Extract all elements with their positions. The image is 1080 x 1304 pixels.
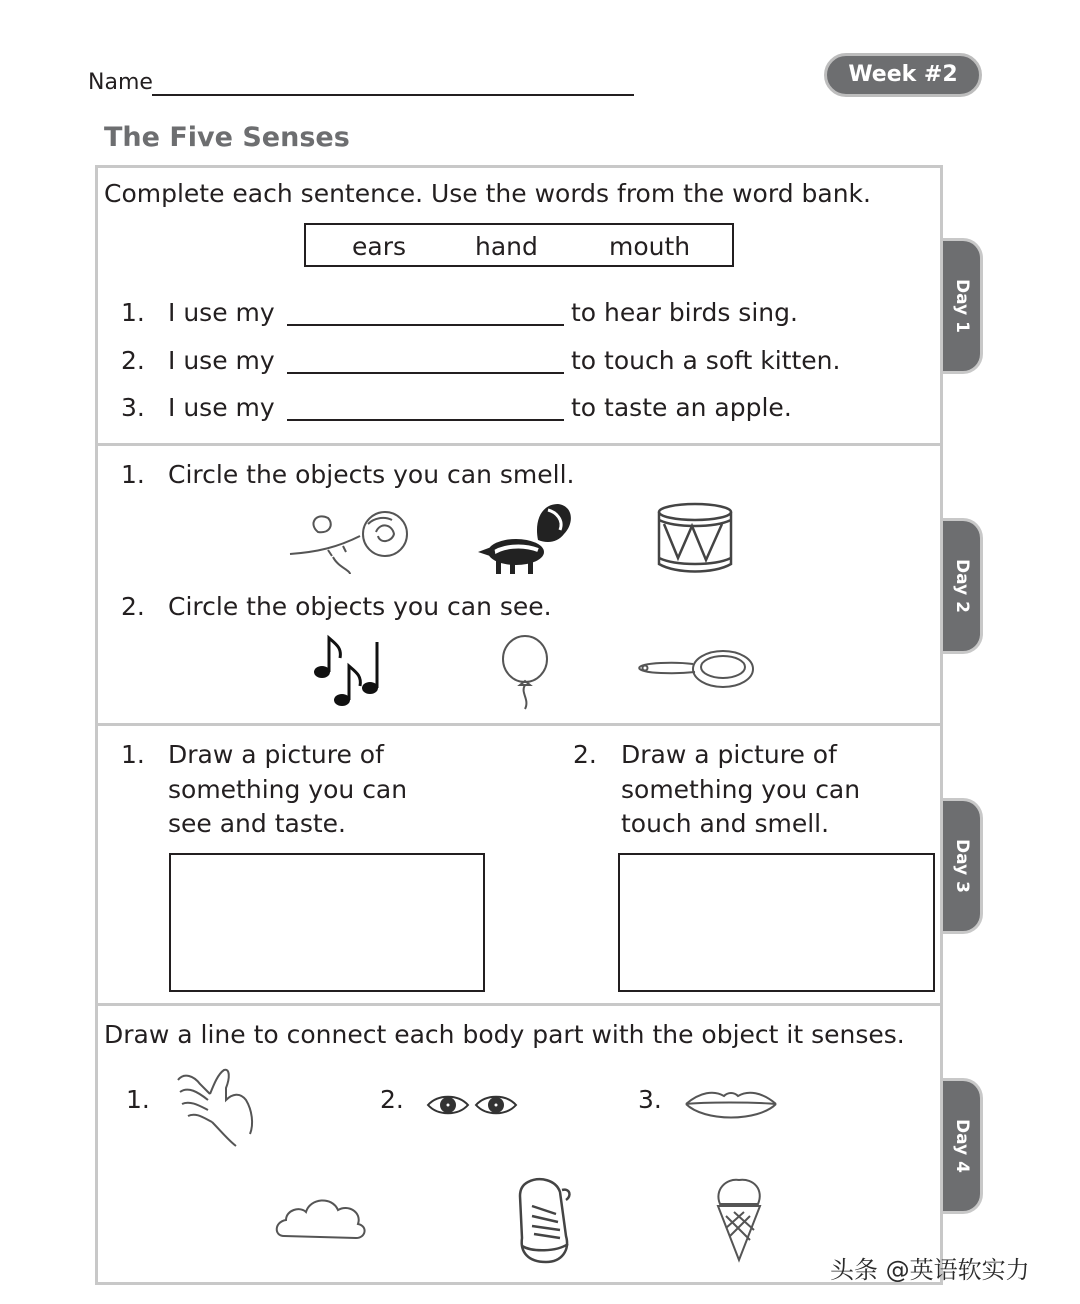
name-label: Name (88, 70, 153, 95)
item-number: 1. (121, 740, 145, 769)
sentence-start: I use my (168, 298, 275, 327)
question-line: Draw a picture of (168, 740, 384, 769)
item-number: 2. (121, 346, 145, 375)
answer-blank[interactable] (287, 324, 564, 326)
sentence-end: to hear birds sing. (571, 298, 798, 327)
music-notes-icon[interactable] (312, 632, 386, 710)
frying-pan-icon[interactable] (637, 648, 755, 690)
watermark: 头条 @英语软实力 (830, 1256, 1030, 1284)
page-title: The Five Senses (104, 122, 350, 153)
sentence-end: to touch a soft kitten. (571, 346, 841, 375)
rose-icon[interactable] (288, 502, 413, 577)
question-line: something you can (621, 775, 861, 804)
item-number: 1. (121, 298, 145, 327)
item-number: 3. (638, 1085, 662, 1114)
week-badge: Week #2 (824, 53, 982, 97)
word-bank-word: ears (352, 232, 407, 261)
tab-day-2: Day 2 (943, 518, 983, 654)
sentence-start: I use my (168, 346, 275, 375)
answer-blank[interactable] (287, 419, 564, 421)
question-text: Circle the objects you can smell. (168, 460, 575, 489)
item-number: 2. (380, 1085, 404, 1114)
day4-instruction: Draw a line to connect each body part with the object it senses. (104, 1020, 905, 1049)
question-text: Circle the objects you can see. (168, 592, 552, 621)
word-bank-word: mouth (609, 232, 691, 261)
drawing-box[interactable] (618, 853, 935, 992)
hand-icon[interactable] (174, 1064, 256, 1148)
word-bank-word: hand (475, 232, 538, 261)
sneaker-icon[interactable] (512, 1176, 574, 1264)
name-line[interactable] (152, 94, 634, 96)
section-divider (95, 1003, 943, 1006)
question-line: touch and smell. (621, 809, 830, 838)
item-number: 1. (121, 460, 145, 489)
cloud-icon[interactable] (272, 1192, 368, 1242)
question-line: see and taste. (168, 809, 346, 838)
ice-cream-cone-icon[interactable] (714, 1176, 764, 1262)
balloon-icon[interactable] (500, 635, 550, 711)
answer-blank[interactable] (287, 372, 564, 374)
item-number: 1. (126, 1085, 150, 1114)
tab-day-3: Day 3 (943, 798, 983, 934)
question-line: something you can (168, 775, 408, 804)
skunk-icon[interactable] (476, 500, 576, 576)
tab-day-1: Day 1 (943, 238, 983, 374)
eyes-icon[interactable] (426, 1092, 520, 1118)
drawing-box[interactable] (169, 853, 485, 992)
section-divider (95, 443, 943, 446)
item-number: 3. (121, 393, 145, 422)
lips-icon[interactable] (684, 1088, 778, 1122)
question-line: Draw a picture of (621, 740, 837, 769)
drum-icon[interactable] (656, 502, 734, 574)
section-divider (95, 723, 943, 726)
sentence-end: to taste an apple. (571, 393, 792, 422)
item-number: 2. (121, 592, 145, 621)
item-number: 2. (573, 740, 597, 769)
day1-instruction: Complete each sentence. Use the words from the word bank. (104, 179, 871, 208)
sentence-start: I use my (168, 393, 275, 422)
tab-day-4: Day 4 (943, 1078, 983, 1214)
